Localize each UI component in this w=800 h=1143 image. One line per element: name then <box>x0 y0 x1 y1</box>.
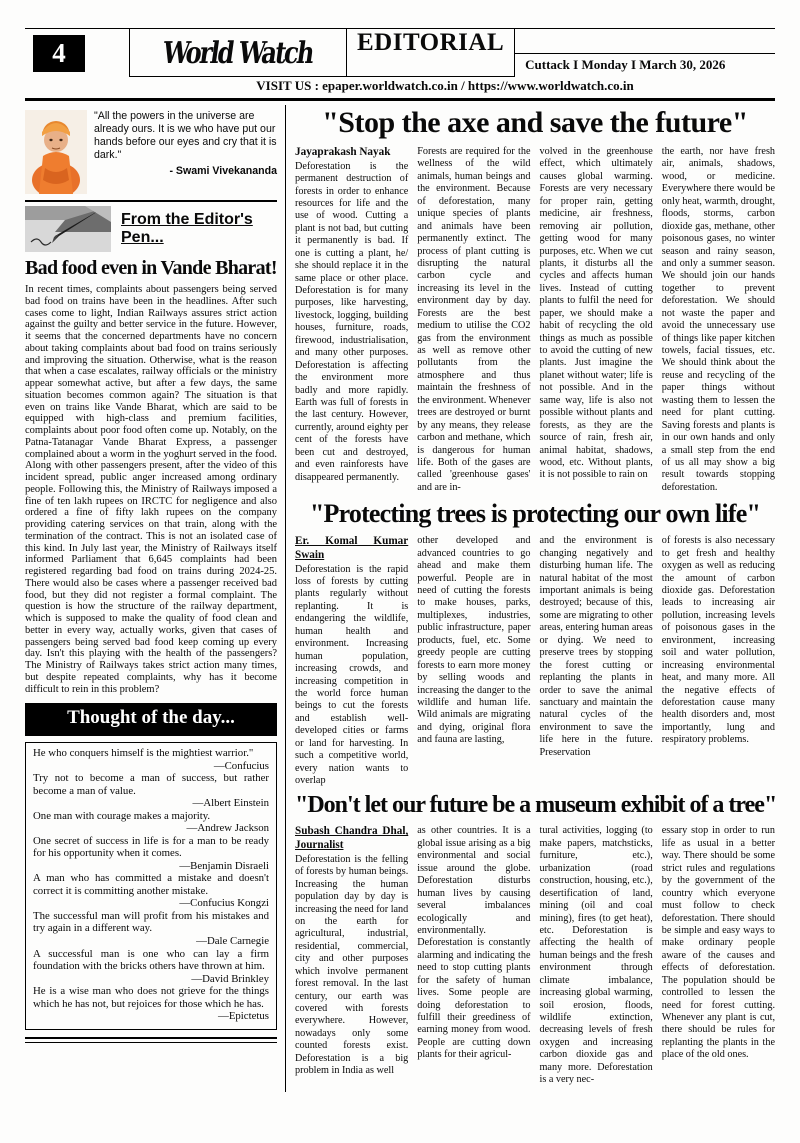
editors-pen-block <box>25 200 277 254</box>
article-column-3 <box>540 146 653 494</box>
article-title: "Don't let our future be a museum exhibit of a tree" <box>295 792 777 819</box>
article-protecting-trees <box>295 499 775 787</box>
article-museum-exhibit <box>295 792 775 1086</box>
article-title: "Protecting trees is protecting our own life" <box>309 499 761 529</box>
column-text: and the environment is changing negatively and disturbing human life. The natural habitat of the most important animals is being destroyed; because of this, some are migrating to other areas, entering human areas or dying. We need to preserve trees by stopping the forest cutting or replanting the plants in order to save the animal sanctuary and maintain the natural cycles of the environment to save the life here in the future. Preservation <box>539 535 653 758</box>
column-text: as other countries. It is a global issue arising as a big environmental and social issue around the globe. Deforestation disturbs human lives by causing several imbalances ecologically and environmentally. Deforestation is constantly alarming and indicating the need to stop cutting plants for the safety of human lives. Some people are doing deforestation to fulfill their greediness of earning money from wood. People are cutting down plants for their agricul- <box>417 825 531 1061</box>
editorial-headline: Bad food even in Vande Bharat! <box>25 257 277 279</box>
column-text: Forests are required for the wellness of the wild animals, human beings and the environment. Because of deforestation, many unique species of plants and animals have been permanently extinct. The process of plant cutting is disrupting the natural carbon cycle and increasing its level in the environment day by day. Forests are the best medium to utilise the CO2 gas from the environment as well as remove other pollutants from the atmosphere and thus maintain the freshness of the environment. Whenever trees are destroyed or burnt by any means, they release carbon and methane, which is dangerous for human life. Both of the gases are called 'greenhouse gases' and are in- <box>417 146 531 493</box>
editors-pen-image <box>25 206 111 252</box>
article-column-2 <box>417 535 530 787</box>
quote-text: One secret of success in life is for a man to be ready for his opportunity when it comes. <box>33 834 269 860</box>
quote-author: —Benjamin Disraeli <box>179 859 269 872</box>
vivekananda-attribution: - Swami Vivekananda <box>169 164 277 177</box>
page-header <box>25 28 775 101</box>
section-title: EDITORIAL <box>357 29 505 56</box>
quote-item <box>33 872 269 910</box>
quote-author: —Confucius Kongzi <box>179 897 269 910</box>
article-column-4 <box>662 535 775 787</box>
vivekananda-portrait-image <box>25 110 87 194</box>
column-text: essary stop in order to run life as usual in a better way. There should be some strict rules and regulations by the government of the country which everyone must follow to check deforestation. There should be simple and easy ways to make ordinary people aware of the causes and effects of deforestation. The population should be controlled to lessen the need for forest cutting. Whenever any plant is cut, there should be rules for replanting the plants in the place of the old ones. <box>661 825 775 1061</box>
quote-author: —David Brinkley <box>191 972 269 985</box>
article-byline: Subash Chandra Dhal, Journalist <box>295 825 409 852</box>
quote-author: —Dale Carnegie <box>196 934 269 947</box>
vivekananda-quote: "All the powers in the universe are already ours. It is we who have put our hands before our eyes and cry that it is dark." <box>94 110 277 161</box>
article-column-4 <box>662 825 775 1086</box>
quote-author: —Andrew Jackson <box>186 822 269 835</box>
column-text: Deforestation is the permanent destruction of forests in order to enhance resources for life and the use of wood. Cutting a plant is not bad, but cutting it permanently is bad. If one is cutting a plant, he/ she should replace it in the same place or other place. Deforestation is for many purposes, like harvesting, livestock, logging, building houses, furniture, roads, firewood, industrialisation, and many other purposes. Deforestation is affecting the environment more badly and more rapidly. Earth was full of forests in the last century. However, currently, around eighty per cent of the forests have been cut and destroyed, and even rainforests have disappeared permanently. <box>295 160 409 483</box>
quote-item <box>33 985 269 1023</box>
quote-text: The successful man will profit from his mistakes and try again in a different way. <box>33 909 269 935</box>
quote-item <box>33 772 269 810</box>
vivekananda-quote-wrap <box>94 110 277 194</box>
column-text: Deforestation is the rapid loss of forests by cutting plants regularly without replanting. It is endangering the wildlife, human health and environment. Increasing human population, increasing crowds, and increasing competition in the world force human beings to cut the forests and establish well-developed cities or farms or land for harvesting. In such a competitive world, every nation wants to overlap <box>295 563 409 786</box>
thought-of-day-banner: Thought of the day... <box>25 703 277 736</box>
page-number-cell <box>25 29 130 77</box>
article-column-2 <box>417 146 530 494</box>
worldwatch-logo: World Watch <box>160 34 316 71</box>
quote-item <box>33 948 269 986</box>
right-column <box>286 105 775 1092</box>
quote-text: He is a wise man who does not grieve for the things which he has not, but rejoices for those which he has. <box>33 985 269 1010</box>
article-byline: Jayaprakash Nayak <box>295 146 391 158</box>
column-text: of forests is also necessary to get fresh and healthy oxygen as well as reducing the amount of carbon dioxide gas. Deforestation leads to increasing air pollution, increasing levels of poisonous gases in the environment, increasing soil and water pollution, increasing environmental heat, and many more. All the negative effects of deforestation cause many health disorders and, most importantly, lung and respiratory problems. <box>661 535 775 746</box>
header-main-row <box>25 29 775 77</box>
column-text: volved in the greenhouse effect, which ultimately causes global warming. Forests are very necessary for proper rain, getting medicine, air freshness, removing air pollution, getting wood for many purposes, etc. When we cut plants, it disturbs all the cycles and affects human lives. Instead of cutting plants to fulfil the need for paper, we should make a habit of recycling the old things as much as possible to avoid the cutting of new plants. Just imagine the planet without water; life is not possible. And in the same way, life is also not possible without plants and forests, as they are the source of rain, fresh air, animal habitat, shadows, wood, etc. Without plants, it is not possible to rain on <box>539 146 653 481</box>
quote-item <box>33 910 269 948</box>
quote-text: He who conquers himself is the mightiest warrior." <box>33 747 254 760</box>
article-columns <box>295 146 775 494</box>
article-column-2 <box>417 825 530 1086</box>
page-content <box>25 105 775 1092</box>
dateline: Cuttack I Monday I March 30, 2026 <box>515 53 775 77</box>
editorial-body: In recent times, complaints about passengers being served bad food on trains have been in the headlines. After such cases come to light, Indian Railways assures strict action against the guilty and better service in the future. However, it seems that the concerned departments have no concern about taking complaints about bad food on trains seriously and improving the situation. Otherwise, what is the reason that when a case escalates, railway officials or the ministry appear somewhat active, but after a few days, the same situation becomes common again? The situation is that even on trains like Vande Bharat, which are said to be equipped with high-class and premium facilities, complaints about poor food often come up. Notably, on the Patna-Tatanagar Vande Bharat Express, a passenger complained about a worm in the yoghurt served in the food. Along with other passengers present, after the video of this incident spread, public anger increased among ordinary people. Following this, the Ministry of Railways imposed a fine of ten lakh rupees on IRCTC for negligence and also ordered a fine of fifty lakh rupees on the company providing catering services on that train, along with the termination of the contract. This is not an isolated case of this kind. In July last year, the Ministry of Railways itself informed Parliament that 6,645 complaints had been registered regarding bad food on trains during 2024-25. There would also be cases where a passenger received bad food, but they did not register a formal complaint. The question is how the structure of the railway department, which is supposed to make the quality of food clean and better in every way, actually works, given that cases of passengers being served bad food keep coming up every day. Isn't this playing with the health of the passengers? The Ministry of Railways takes strict action many times, but despite repeated complaints, why has it become difficult to rein in this problem? <box>25 284 277 695</box>
visit-us-line: VISIT US : epaper.worldwatch.co.in / https://www.worldwatch.co.in <box>25 77 775 101</box>
editors-pen-label: From the Editor's Pen... <box>121 211 253 246</box>
article-stop-the-axe <box>295 106 775 494</box>
article-column-3 <box>540 825 653 1086</box>
thought-of-day-quotes-box <box>25 742 277 1029</box>
article-column-4 <box>662 146 775 494</box>
column-text: tural activities, logging (to make papers, matchsticks, furniture, etc.), urbanization (road construction, housing, etc.), desertification of land, mining (oil and coal mining), fires (to get heat), etc. Deforestation is affecting the health of human beings and the fresh environment through climate imbalance, increasing global warming, soil erosion, floods, wildlife extinction, decreasing levels of fresh oxygen and increasing carbon dioxide gas and many more. Deforestation is a very nec- <box>539 825 653 1086</box>
quote-item <box>33 747 269 772</box>
article-byline: Er. Komal Kumar Swain <box>295 535 409 561</box>
quote-text: A man who has committed a mistake and doesn't correct it is committing another mistake. <box>33 872 269 897</box>
quote-text: A successful man is one who can lay a firm foundation with the bricks others have thrown at him. <box>33 947 269 973</box>
quote-item <box>33 810 269 835</box>
logo-cell <box>130 29 346 77</box>
column-text: the earth, nor have fresh air, animals, shadows, wood, or medicine. Everywhere there would be only heat, warmth, drought, floods, storms, carbon dioxide gas, methane, other poisonous gases, no winter season and rainy season, and only a summer season. We should join our hands together to prevent deforestation. We should not waste the paper and avoid the unnecessary use of things like paper kitchen towels, facial tissues, etc. We should think about the reuse and recycling of the paper things without wasting them to lessen the need for plant cutting. Saving forests and plants is in our own hands and only a small step from the end of us all may show a big result towards stopping deforestation. <box>661 146 775 493</box>
article-columns <box>295 825 775 1086</box>
quote-text: One man with courage makes a majority. <box>33 809 211 822</box>
article-column-1 <box>295 825 408 1086</box>
left-column <box>25 105 286 1092</box>
article-title: "Stop the axe and save the future" <box>322 106 748 139</box>
article-column-3 <box>540 535 653 787</box>
article-column-1 <box>295 146 408 494</box>
section-cell <box>346 29 515 77</box>
dateline-cell <box>515 29 775 77</box>
page-number: 4 <box>33 35 85 72</box>
vivekananda-quote-block <box>25 105 277 200</box>
quote-author: —Confucius <box>213 759 269 772</box>
article-column-1 <box>295 535 408 787</box>
article-columns <box>295 535 775 787</box>
column-text: other developed and advanced countries to go ahead and make them powerful. People are in need of cutting the forests to make houses, parks, multiplexes, industries, public infrastructure, paper products, fuel, etc. Some greedy people are cutting forests to earn more money by selling woods and increasing the danger to the wildlife and human life. Wild animals are migrating and dying, original flora and fauna are lasting, <box>417 535 531 746</box>
quote-author: —Epictetus <box>218 1010 269 1023</box>
bottom-double-rule <box>25 1037 277 1043</box>
quote-item <box>33 835 269 873</box>
column-text: Deforestation is the felling of forests by human beings. Increasing the human population day by day is increasing the need for land on the earth for agricultural, industrial, residential, commercial, city and other purposes which involve permanent forest removal. In the last century, our earth was covered with forests everywhere. However, nowadays only some counted forests exist. Deforestation is a big problem in India as well <box>295 853 409 1077</box>
quote-author: —Albert Einstein <box>192 797 269 810</box>
quote-text: Try not to become a man of success, but rather become a man of value. <box>33 772 269 797</box>
